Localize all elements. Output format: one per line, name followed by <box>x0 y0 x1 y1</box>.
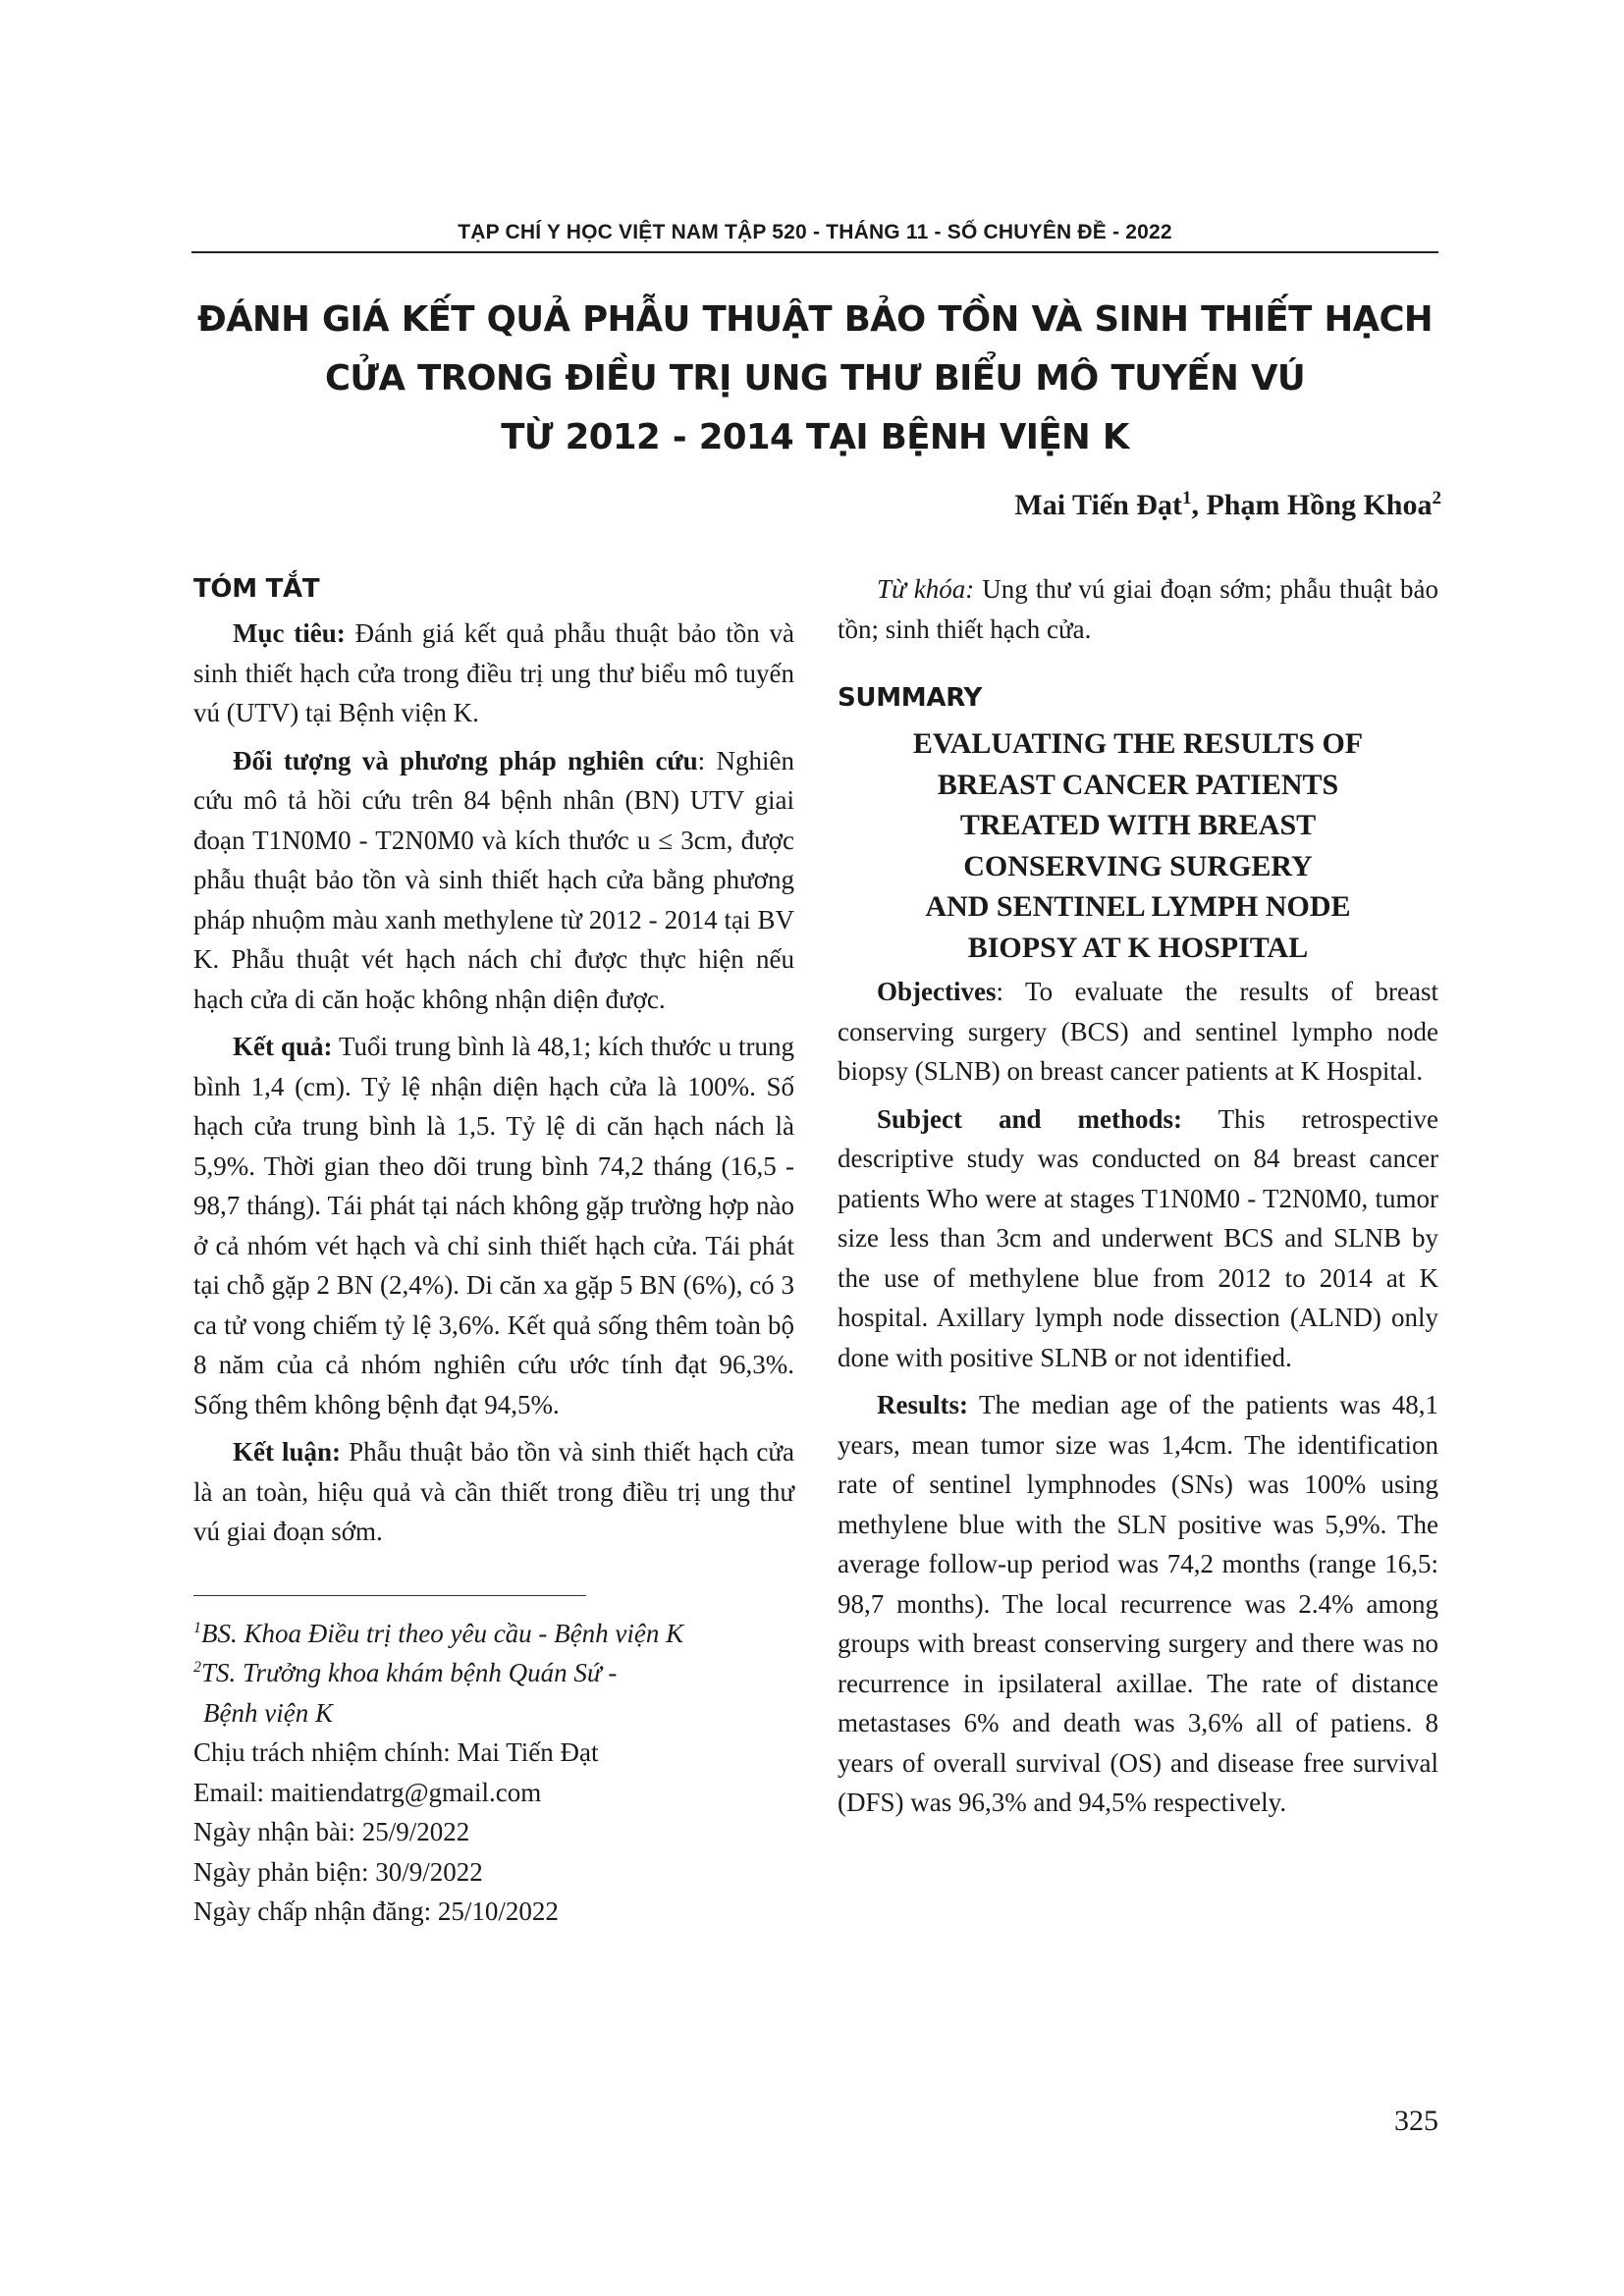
left-column <box>193 569 794 1932</box>
section-text: Phẫu thuật bảo tồn và sinh thiết hạch cửa là an toàn, hiệu quả và cần thiết trong điều trị ung thư vú giai đoạn sớm. <box>193 1437 794 1546</box>
affiliation-marker: 2 <box>1432 488 1441 508</box>
section-text: : To evaluate the results of breast conserving surgery (BCS) and sentinel lympho node biopsy (SLNB) on breast cancer patients at K Hospital. <box>838 977 1438 1086</box>
footnote-marker: 2 <box>193 1659 201 1676</box>
article-title <box>177 291 1453 467</box>
section-text: Đánh giá kết quả phẫu thuật bảo tồn và sinh thiết hạch cửa trong điều trị ung thư biểu mô tuyến vú (UTV) tại Bệnh viện K. <box>193 618 795 727</box>
section-label: Đối tượng và phương pháp nghiên cứu <box>233 745 698 775</box>
running-head: TẠP CHÍ Y HỌC VIỆT NAM TẬP 520 - THÁNG 11 - SỐ CHUYÊN ĐỀ - 2022 <box>458 221 1172 243</box>
section-label: Kết luận: <box>233 1437 342 1467</box>
keywords-label: Từ khóa: <box>877 574 975 604</box>
footnote-responsible-author: Chịu trách nhiệm chính: Mai Tiến Đạt <box>193 1737 599 1767</box>
english-title-line: BREAST CANCER PATIENTS <box>937 768 1339 801</box>
english-title-line: AND SENTINEL LYMPH NODE <box>925 890 1351 923</box>
affiliation-marker: 1 <box>1181 488 1192 508</box>
english-title-line: CONSERVING SURGERY <box>963 849 1313 882</box>
abstract-methods-vi <box>193 741 794 1020</box>
english-title-line: EVALUATING THE RESULTS OF <box>912 727 1364 760</box>
footnote-received-date: Ngày nhận bài: 25/9/2022 <box>193 1817 470 1846</box>
footnote-text: BS. Khoa Điều trị theo yêu cầu - Bệnh viện K <box>201 1618 684 1648</box>
footnote-affiliation-2-cont: Bệnh viện K <box>203 1697 333 1728</box>
abstract-results-en <box>838 1385 1438 1823</box>
section-label: Objectives <box>877 977 997 1006</box>
footnote-accepted-date: Ngày chấp nhận đăng: 25/10/2022 <box>193 1896 559 1926</box>
abstract-objectives-vi <box>193 614 794 733</box>
section-text: The median age of the patients was 48,1 years, mean tumor size was 1,4cm. The identification rate of sentinel lymphnodes (SNs) was 100% using methylene blue with the SLN positive was 5,9%. The average follow-up period was 74,2 months (range 16,5: 98,7 months). The local recurrence was 2.4% among groups with breast conserving surgery and there was no recurrence in ipsilateral axillae. The rate of distance metastases 6% and death was 3,6% all of patiens. 8 years of overall survival (OS) and disease free survival (DFS) was 96,3% and 94,5% respectively. <box>838 1390 1438 1817</box>
section-text: This retrospective descriptive study was conducted on 84 breast cancer patients Who were at stages T1N0M0 - T2N0M0, tumor size less than 3cm and underwent BCS and SLNB by the use of methylene blue from 2012 to 2014 at K hospital. Axillary lymph node dissection (ALND) only done with positive SLNB or not identified. <box>838 1103 1438 1372</box>
abstract-objectives-en <box>838 972 1438 1092</box>
header-rule <box>191 251 1438 253</box>
keywords-text: Ung thư vú giai đoạn sớm; phẫu thuật bảo tồn; sinh thiết hạch cửa. <box>838 574 1438 644</box>
authors <box>746 489 1441 522</box>
author-separator: , <box>1191 489 1207 521</box>
author-name: Mai Tiến Đạt <box>1014 489 1182 521</box>
section-label: Subject and methods: <box>877 1103 1183 1134</box>
abstract-conclusion-vi <box>193 1432 794 1552</box>
keywords-vi <box>838 569 1438 649</box>
footnote-affiliation-1 <box>193 1614 794 1654</box>
section-label: Mục tiêu: <box>233 618 346 648</box>
section-text: : Nghiên cứu mô tả hồi cứu trên 84 bệnh nhân (BN) UTV giai đoạn T1N0M0 - T2N0M0 và kích thước u ≤ 3cm, được phẫu thuật bảo tồn và sinh thiết hạch cửa bằng phương pháp nhuộm màu xanh methylene từ 2012 - 2014 tại BV K. Phẫu thuật vét hạch nách chỉ được thực hiện nếu hạch cửa di căn hoặc không nhận diện được. <box>193 745 794 1014</box>
title-line: TỪ 2012 - 2014 TẠI BỆNH VIỆN K <box>501 417 1129 457</box>
page-number: 325 <box>1394 2105 1438 2137</box>
title-line: CỬA TRONG ĐIỀU TRỊ UNG THƯ BIỂU MÔ TUYẾN VÚ <box>324 358 1306 399</box>
section-text: Tuổi trung bình là 48,1; kích thước u trung bình 1,4 (cm). Tỷ lệ nhận diện hạch cửa là 100%. Số hạch cửa trung bình là 1,5. Tỷ lệ di căn hạch nách là 5,9%. Thời gian theo dõi trung bình 74,2 tháng (16,5 - 98,7 tháng). Tái phát tại nách không gặp trường hợp nào ở cả nhóm vét hạch và chỉ sinh thiết hạch cửa. Tái phát tại chỗ gặp 2 BN (2,4%). Di căn xa gặp 5 BN (6%), có 3 ca tử vong chiếm tỷ lệ 3,6%. Kết quả sống thêm toàn bộ 8 năm của cả nhóm nghiên cứu ước tính đạt 96,3%. Sống thêm không bệnh đạt 94,5%. <box>193 1032 794 1419</box>
abstract-heading-en: SUMMARY <box>838 683 983 713</box>
english-title <box>838 723 1438 968</box>
footnote-rule <box>193 1595 586 1596</box>
section-label: Results: <box>877 1390 968 1419</box>
author-name: Phạm Hồng Khoa <box>1206 489 1433 521</box>
english-title-line: BIOPSY AT K HOSPITAL <box>967 931 1309 964</box>
abstract-methods-en <box>838 1099 1438 1378</box>
title-line: ĐÁNH GIÁ KẾT QUẢ PHẪU THUẬT BẢO TỒN VÀ SINH THIẾT HẠCH <box>196 299 1434 340</box>
footnote-reviewed-date: Ngày phản biện: 30/9/2022 <box>193 1856 483 1887</box>
footnote-text: TS. Trưởng khoa khám bệnh Quán Sứ - <box>201 1658 618 1687</box>
footnote-email: Email: maitiendatrg@gmail.com <box>193 1777 542 1807</box>
right-column <box>838 569 1438 1831</box>
english-title-line: TREATED WITH BREAST <box>959 809 1317 841</box>
footnote-affiliation-2 <box>193 1653 794 1693</box>
footnote-marker: 1 <box>193 1619 201 1636</box>
section-label: Kết quả: <box>233 1032 333 1061</box>
abstract-heading-vi: TÓM TẮT <box>193 574 320 604</box>
abstract-results-vi <box>193 1027 794 1424</box>
